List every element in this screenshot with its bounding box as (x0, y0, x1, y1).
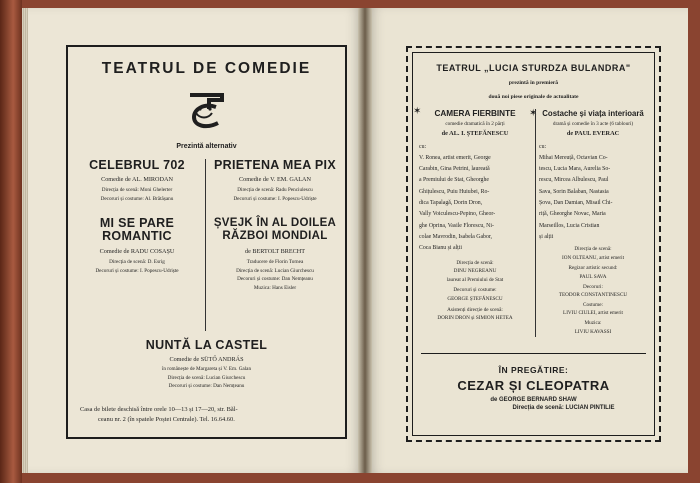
play-title: NUNTĂ LA CASTEL (145, 338, 268, 352)
box-office-info (80, 405, 333, 425)
left-page (22, 8, 362, 473)
cast-line: colae Mavrodin, Isabela Gabor, (419, 233, 493, 240)
preparation-title: CEZAR ȘI CLEOPATRA (457, 378, 610, 393)
play-director: Direcția de scenă: D. Esrig (109, 259, 165, 265)
column-divider (535, 109, 536, 337)
preparation-label: ÎN PREGĂTIRE: (498, 365, 569, 375)
in-preparation (413, 365, 654, 411)
bulandra-theatre-box (406, 46, 661, 442)
cast-line: și alții (539, 233, 554, 240)
cast-line: Marseillos, Lucia Cristian (539, 222, 600, 229)
box-office-line2: ceanu nr. 2 (în spatele Poștei Centrale). Tel. 16.64.60. (98, 416, 235, 423)
play-director: Direcția de scenă: Moni Ghelerter (101, 187, 173, 193)
play-author: Comedie de SÜTŐ ANDRÁS (169, 356, 244, 363)
music-name: LIVIU KAVASSI (574, 328, 612, 335)
play-translation: Traducere de Florin Tornea (246, 259, 304, 265)
inner-frame (412, 52, 655, 436)
cast-line: Vally Voiculescu-Pepino, Gheor- (419, 211, 496, 218)
assistant-label: Asistenți direcție de scenă: (447, 306, 503, 313)
play-author: Comedie de V. EM. GALAN (239, 176, 311, 183)
design-label: Decoruri și costume: (453, 287, 497, 294)
play-costache (529, 108, 647, 336)
play-genre: comedie dramatică în 2 părți (445, 121, 505, 127)
play-author: Comedie de AL. MIRODAN (101, 176, 173, 183)
star-icon: ✶ (413, 106, 422, 117)
book-gutter (358, 8, 372, 473)
teatrul-de-comedie-box (66, 45, 347, 439)
cast-line: dica Tapalagă, Dorin Dron, (419, 200, 483, 207)
play-director: Direcția de scenă: Lucian Giurchescu (236, 267, 314, 274)
music-label: Muzica: (584, 320, 602, 327)
cast-line: tescu, Lucia Mara, Aurelia So- (539, 166, 611, 173)
play-title: CELEBRUL 702 (89, 158, 185, 172)
right-page (368, 8, 688, 473)
play-author: de PAUL EVERAC (566, 129, 620, 137)
play-design: Decoruri și costume: I. Popescu-Udriște (233, 195, 317, 202)
cast-line: Ghițulescu, Puiu Huiubei, Ro- (419, 188, 490, 195)
cast-line: a Premiului de Stat, Gheorghe (419, 177, 489, 184)
cast-label: cu: (419, 143, 427, 150)
play-adaptation: în românește de Margareta și V. Em. Galan (161, 366, 252, 372)
sets-label: Decoruri: (583, 283, 603, 290)
play-title-line1: ȘVEJK ÎN AL DOILEA (213, 217, 337, 229)
play-design: Decoruri și costume: Dan Nemțeanu (237, 276, 313, 283)
cast-line: rescu, Mircea Albulescu, Paul (539, 177, 609, 184)
cast-label: cu: (539, 143, 547, 150)
play-director: Direcția de scenă: Lucian Giurchescu (167, 374, 246, 381)
cast-line: Carabin, Gina Petrini, laureată (419, 166, 490, 173)
play-director: Direcția de scenă: Radu Penciulescu (237, 187, 313, 193)
play-author: de BERTOLT BRECHT (244, 248, 306, 255)
play-title-line2: RĂZBOI MONDIAL (222, 230, 328, 242)
design-name: GEORGE ȘTEFĂNESCU (447, 295, 503, 302)
theatre-title: TEATRUL DE COMEDIE (101, 60, 312, 77)
play-prietena-mea-pix (207, 159, 343, 203)
cast-line: Sava, Sorin Balaban, Nastasia (539, 188, 609, 195)
book-cover-edge (0, 0, 22, 483)
adviser-name: PAUL SAVA (579, 274, 607, 281)
play-music: Muzica: Hans Eisler (253, 284, 297, 291)
cast-line: Coca Bianu și alții (419, 245, 462, 252)
play-title-line2: ROMANTIC (102, 229, 172, 243)
cast-line: riță, Gheorghe Novac, Maria (539, 211, 606, 218)
theatre-title: TEATRUL „LUCIA STURDZA BULANDRA" (436, 63, 631, 73)
cast-line: V. Ronea, artist emerit, George (419, 154, 491, 161)
cast-line: Șova, Dan Damian, Misail Chi- (539, 200, 613, 207)
play-title: CAMERA FIERBINTE (434, 109, 516, 118)
play-author: Comedie de RADU COSAȘU (99, 248, 175, 255)
director-label: Direcția de scenă: (574, 246, 612, 253)
play-design: Decoruri și costume: Al. Brătășanu (100, 195, 174, 202)
premiere-sub: două noi piese originale de actualitate (488, 94, 579, 100)
play-design: Decoruri și costume: Dan Nemțeanu (168, 383, 245, 390)
preparation-director: Direcția de scenă: LUCIAN PINTILIE (512, 405, 615, 411)
play-title: Costache și viața interioară (542, 109, 644, 118)
theatre-logo-icon (186, 89, 226, 131)
cast-line: ghe Oprina, Vasile Florescu, Ni- (419, 222, 494, 229)
preparation-author: de GEORGE BERNARD SHAW (490, 397, 577, 403)
cast-line: Mihai Mereuță, Octavian Co- (539, 154, 608, 161)
premiere-label: prezintă în premieră (508, 80, 559, 86)
play-svejk (207, 217, 343, 292)
play-title: PRIETENA MEA PIX (214, 158, 336, 172)
play-title-line1: MI SE PARE (99, 216, 175, 230)
costumes-name: LIVIU CIULEI, artist emerit (563, 310, 623, 317)
svg-text:TC: TC (206, 99, 208, 100)
director-name: ION OLTEANU, artist emerit (561, 254, 625, 261)
adviser-label: Regizor artistic secund: (568, 265, 618, 272)
director-label: Direcția de scenă: (456, 259, 494, 266)
column-divider (205, 159, 206, 331)
play-author: de AL. I. ȘTEFĂNESCU (441, 129, 509, 137)
sets-name: TEODOR CONSTANTINESCU (558, 292, 628, 299)
director-note: laureat al Premiului de Stat (446, 276, 504, 283)
play-design: Decoruri și costume: I. Popescu-Udriște (95, 267, 179, 274)
box-office-line1: Casa de bilete deschisă între orele 10—13 și 17—20, str. Băl- (80, 406, 238, 413)
play-mi-se-pare-romantic (70, 217, 204, 275)
play-celebrul-702 (70, 159, 204, 203)
assistant-names: DORIN DRON și SIMION HETEA (437, 315, 513, 322)
play-genre: dramă și comedie în 3 acte (6 tablouri) (552, 121, 634, 127)
alternative-label: Prezintă alternativ (176, 143, 237, 150)
section-divider (421, 353, 646, 354)
star-icon: ✶ (529, 108, 538, 119)
play-nunta-la-castel (68, 339, 345, 391)
director-name: DINU NEGREANU (453, 268, 497, 275)
play-camera-fierbinte (413, 106, 531, 323)
costumes-label: Costume: (583, 301, 603, 308)
page-stack-edge (22, 8, 28, 473)
